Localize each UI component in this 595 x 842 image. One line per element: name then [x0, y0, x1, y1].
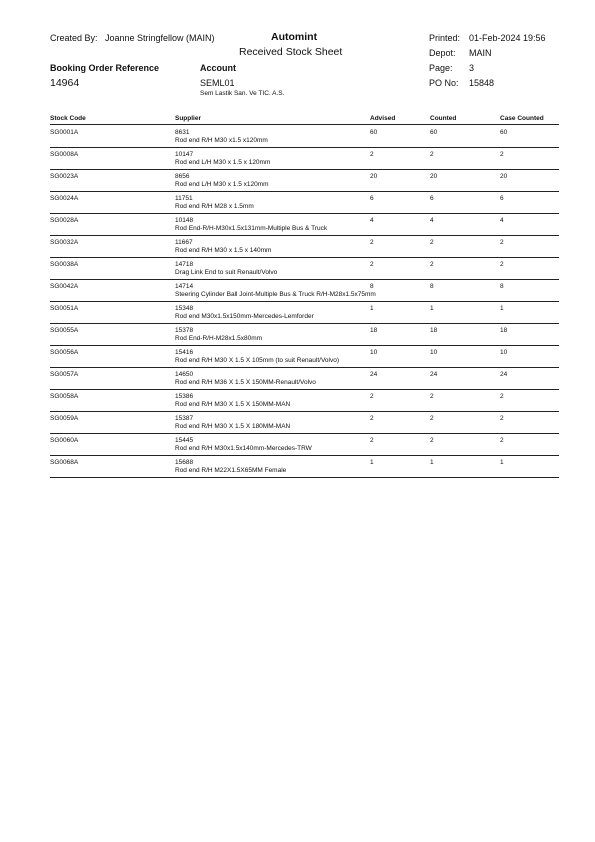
created-by-value: Joanne Stringfellow (MAIN)	[105, 33, 215, 43]
printed-value: 01-Feb-2024 19:56	[469, 33, 546, 43]
supplier-ref: 8656	[175, 173, 190, 180]
table-row	[0, 456, 595, 478]
table-row	[0, 302, 595, 324]
supplier-ref: 10148	[175, 217, 194, 224]
col-supplier: Supplier	[175, 115, 202, 122]
stock-code: SG0051A	[50, 305, 79, 312]
case-counted-qty: 20	[500, 173, 508, 180]
col-stock-code: Stock Code	[50, 115, 86, 122]
case-counted-qty: 2	[500, 261, 504, 268]
page-value: 3	[469, 63, 475, 73]
supplier-desc: Rod End-R/H-M30x1.5x131mm-Multiple Bus & Truck	[175, 225, 328, 232]
supplier-desc: Rod end R/H M30x1.5x140mm-Mercedes-TRW	[175, 445, 312, 452]
supplier-ref: 11751	[175, 195, 193, 202]
case-counted-qty: 2	[500, 393, 504, 400]
supplier-ref: 10147	[175, 151, 194, 158]
row-divider	[50, 477, 559, 478]
supplier-desc: Drag Link End to suit Renault/Volvo	[175, 269, 278, 276]
supplier-desc: Rod end L/H M30 x 1.5 x120mm	[175, 181, 269, 188]
supplier-ref: 15378	[175, 327, 194, 334]
case-counted-qty: 2	[500, 239, 504, 246]
col-case-counted: Case Counted	[500, 115, 544, 122]
col-advised: Advised	[370, 115, 396, 122]
table-row	[0, 434, 595, 456]
supplier-desc: Rod end R/H M30 x 1.5 x 140mm	[175, 247, 272, 254]
created-by-label: Created By:	[50, 33, 98, 43]
table-row	[0, 368, 595, 390]
advised-qty: 6	[370, 195, 374, 202]
stock-code: SG0056A	[50, 349, 79, 356]
case-counted-qty: 60	[500, 129, 508, 136]
company-name: Automint	[271, 31, 318, 43]
advised-qty: 24	[370, 371, 378, 378]
advised-qty: 1	[370, 459, 374, 466]
counted-qty: 1	[430, 459, 434, 466]
counted-qty: 20	[430, 173, 438, 180]
depot-value: MAIN	[469, 48, 492, 58]
case-counted-qty: 2	[500, 151, 504, 158]
case-counted-qty: 6	[500, 195, 504, 202]
account-label: Account	[200, 63, 236, 73]
table-row	[0, 258, 595, 280]
booking-label: Booking Order Reference	[50, 63, 160, 73]
table-row	[0, 236, 595, 258]
supplier-desc: Rod end R/H M22X1.5X65MM Female	[175, 467, 287, 474]
po-label: PO No:	[429, 78, 459, 88]
supplier-desc: Rod end R/H M28 x 1.5mm	[175, 203, 254, 210]
advised-qty: 2	[370, 261, 374, 268]
supplier-desc: Rod End-R/H-M28x1.5x80mm	[175, 335, 263, 342]
advised-qty: 2	[370, 415, 374, 422]
counted-qty: 6	[430, 195, 434, 202]
advised-qty: 2	[370, 239, 374, 246]
stock-code: SG0024A	[50, 195, 79, 202]
col-counted: Counted	[430, 115, 457, 122]
supplier-ref: 14718	[175, 261, 194, 268]
advised-qty: 2	[370, 151, 374, 158]
counted-qty: 24	[430, 371, 438, 378]
counted-qty: 2	[430, 151, 434, 158]
supplier-ref: 8631	[175, 129, 190, 136]
printed-label: Printed:	[429, 33, 461, 43]
supplier-ref: 14714	[175, 283, 194, 290]
table-row	[0, 390, 595, 412]
case-counted-qty: 24	[500, 371, 508, 378]
case-counted-qty: 2	[500, 437, 504, 444]
counted-qty: 1	[430, 305, 434, 312]
supplier-desc: Rod end R/H M30 x1.5 x120mm	[175, 137, 268, 144]
advised-qty: 18	[370, 327, 378, 334]
advised-qty: 8	[370, 283, 374, 290]
table-row	[0, 192, 595, 214]
supplier-ref: 15386	[175, 393, 194, 400]
supplier-ref: 14650	[175, 371, 194, 378]
supplier-desc: Rod end M30x1.5x150mm-Mercedes-Lemforder	[175, 313, 314, 320]
counted-qty: 4	[430, 217, 434, 224]
case-counted-qty: 8	[500, 283, 504, 290]
supplier-ref: 11667	[175, 239, 193, 246]
table-row	[0, 170, 595, 192]
supplier-desc: Rod end R/H M30 X 1.5 X 150MM-MAN	[175, 401, 291, 408]
stock-code: SG0023A	[50, 173, 79, 180]
counted-qty: 2	[430, 261, 434, 268]
counted-qty: 2	[430, 393, 434, 400]
supplier-desc: Rod end L/H M30 x 1.5 x 120mm	[175, 159, 271, 166]
supplier-ref: 15445	[175, 437, 194, 444]
counted-qty: 10	[430, 349, 438, 356]
stock-code: SG0060A	[50, 437, 79, 444]
stock-code: SG0042A	[50, 283, 79, 290]
header-rule	[50, 124, 559, 125]
counted-qty: 60	[430, 129, 438, 136]
stock-code: SG0068A	[50, 459, 79, 466]
advised-qty: 2	[370, 393, 374, 400]
table-row	[0, 346, 595, 368]
advised-qty: 10	[370, 349, 378, 356]
page-label: Page:	[429, 63, 453, 73]
account-value: SEML01	[200, 78, 235, 88]
counted-qty: 2	[430, 437, 434, 444]
supplier-ref: 15348	[175, 305, 194, 312]
case-counted-qty: 1	[500, 305, 504, 312]
table-row	[0, 214, 595, 236]
advised-qty: 2	[370, 437, 374, 444]
counted-qty: 2	[430, 239, 434, 246]
supplier-desc: Rod end R/H M30 X 1.5 X 180MM-MAN	[175, 423, 291, 430]
advised-qty: 1	[370, 305, 374, 312]
case-counted-qty: 2	[500, 415, 504, 422]
booking-value: 14964	[50, 77, 80, 89]
table-row	[0, 148, 595, 170]
advised-qty: 4	[370, 217, 374, 224]
advised-qty: 60	[370, 129, 378, 136]
stock-code: SG0055A	[50, 327, 79, 334]
table-row	[0, 280, 595, 302]
case-counted-qty: 4	[500, 217, 504, 224]
counted-qty: 8	[430, 283, 434, 290]
table-row	[0, 412, 595, 434]
depot-label: Depot:	[429, 48, 456, 58]
supplier-desc: Rod end R/H M30 X 1.5 X 105mm (to suit Renault/Volvo)	[175, 357, 340, 364]
account-name: Sem Lastik San. Ve TIC. A.S.	[200, 90, 285, 97]
stock-code: SG0001A	[50, 129, 79, 136]
counted-qty: 2	[430, 415, 434, 422]
supplier-ref: 15416	[175, 349, 194, 356]
counted-qty: 18	[430, 327, 438, 334]
stock-code: SG0032A	[50, 239, 79, 246]
stock-code: SG0028A	[50, 217, 79, 224]
case-counted-qty: 1	[500, 459, 504, 466]
case-counted-qty: 18	[500, 327, 508, 334]
supplier-ref: 15387	[175, 415, 194, 422]
stock-code: SG0008A	[50, 151, 79, 158]
stock-code: SG0057A	[50, 371, 79, 378]
supplier-desc: Rod end R/H M36 X 1.5 X 150MM-Renault/Volvo	[175, 379, 316, 386]
supplier-desc: Steering Cylinder Ball Joint-Multiple Bus & Truck R/H-M28x1.5x75mm	[175, 291, 376, 298]
table-row	[0, 126, 595, 148]
supplier-ref: 15688	[175, 459, 194, 466]
stock-code: SG0059A	[50, 415, 79, 422]
stock-code: SG0058A	[50, 393, 79, 400]
po-value: 15848	[469, 78, 495, 88]
case-counted-qty: 10	[500, 349, 508, 356]
stock-code: SG0038A	[50, 261, 79, 268]
sheet-title: Received Stock Sheet	[239, 46, 343, 58]
advised-qty: 20	[370, 173, 378, 180]
table-row	[0, 324, 595, 346]
